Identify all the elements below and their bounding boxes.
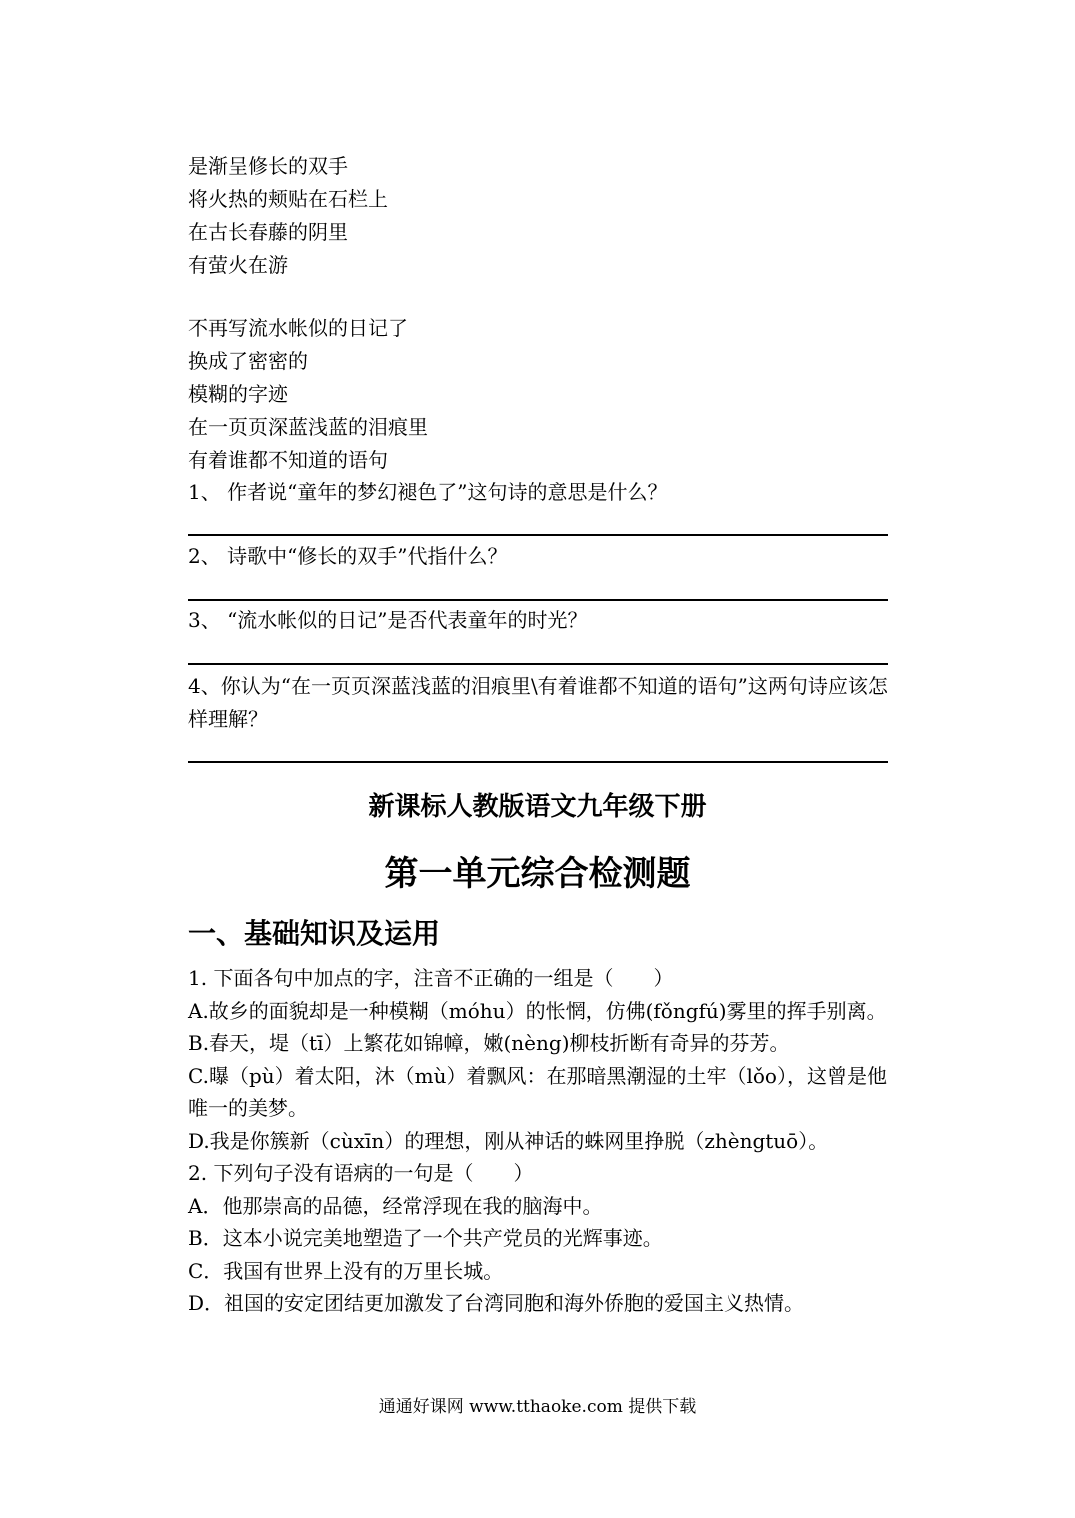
section-heading: 一、基础知识及运用: [188, 917, 441, 950]
answer-line-2: [188, 599, 888, 601]
mc-option: B.春天，堤（tī）上繁花如锦幛，嫩(nèng)柳枝折断有奇异的芬芳。: [188, 1031, 790, 1055]
answer-line-1: [188, 534, 888, 536]
question-4: 4、你认为“在一页页深蓝浅蓝的泪痕里\有着谁都不知道的语句”这两句诗应该怎样理解？: [188, 674, 888, 731]
question-1: 1、 作者说“童年的梦幻褪色了”这句诗的意思是什么？: [188, 480, 668, 504]
poem-line: 是渐呈修长的双手: [188, 154, 348, 178]
poem-line: 有着谁都不知道的语句: [188, 448, 388, 472]
poem-line: 将火热的颊贴在石栏上: [188, 187, 388, 211]
mc-option: C．我国有世界上没有的万里长城。: [188, 1258, 504, 1283]
page-footer: 通通好课网 www.tthaoke.com 提供下载: [378, 1397, 697, 1417]
mc-option: C.曝（pù）着太阳，沐（mù）着飘风：在那暗黑潮湿的土牢（lǒo），这曾是他唯一的美梦。: [188, 1063, 887, 1120]
poem-line: 模糊的字迹: [188, 382, 288, 406]
mc-question-1: 1. 下面各句中加点的字，注音不正确的一组是（ ）: [188, 966, 674, 990]
poem-stanza-1: [188, 150, 888, 282]
poem-line: 在一页页深蓝浅蓝的泪痕里: [188, 415, 428, 439]
document-title: 新课标人教版语文九年级下册: [368, 792, 707, 822]
mc-option: A.故乡的面貌却是一种模糊（móhu）的怅惘，仿佛(fǒngfú)雾里的挥手别离。: [188, 998, 887, 1023]
mc-question-2: 2. 下列句子没有语病的一句是（ ）: [188, 1161, 534, 1185]
poem-line: 不再写流水帐似的日记了: [188, 316, 408, 340]
document-subtitle: 第一单元综合检测题: [384, 854, 691, 894]
mc-option: A．他那崇高的品德，经常浮现在我的脑海中。: [188, 1193, 603, 1218]
mc-option: D．祖国的安定团结更加激发了台湾同胞和海外侨胞的爱国主义热情。: [188, 1291, 805, 1315]
question-3: 3、 “流水帐似的日记”是否代表童年的时光？: [188, 608, 588, 632]
answer-line-4: [188, 761, 888, 763]
poem-line: 换成了密密的: [188, 349, 308, 373]
mc-questions: [188, 962, 888, 1320]
poem-line: 有萤火在游: [188, 253, 288, 277]
mc-option: D.我是你簇新（cùxīn）的理想，刚从神话的蛛网里挣脱（zhèngtuō）。: [188, 1128, 829, 1153]
mc-option: B．这本小说完美地塑造了一个共产党员的光辉事迹。: [188, 1226, 663, 1250]
question-2: 2、 诗歌中“修长的双手”代指什么？: [188, 544, 508, 568]
poem-stanza-2: [188, 312, 888, 477]
answer-line-3: [188, 663, 888, 665]
poem-line: 在古长春藤的阴里: [188, 220, 348, 244]
